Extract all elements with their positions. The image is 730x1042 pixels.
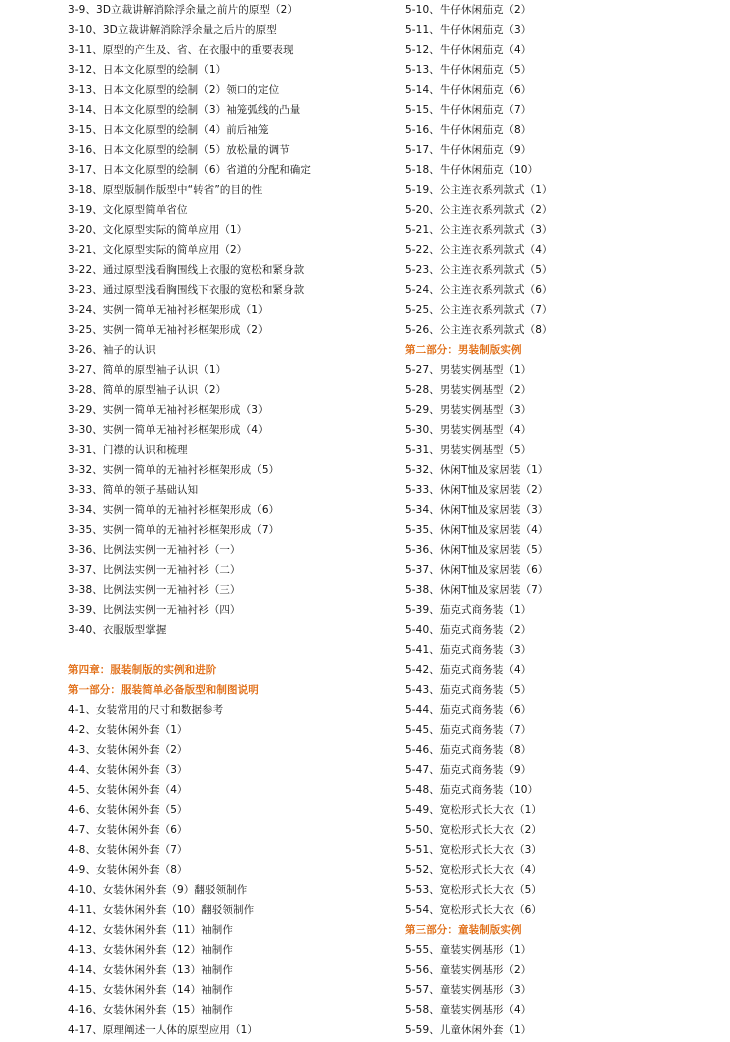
toc-item: 4-5、女装休闲外套（4） <box>68 784 188 796</box>
section-heading: 第一部分：服装简单必备版型和制图说明 <box>68 684 259 696</box>
toc-item: 5-26、公主连衣系列款式（8） <box>405 324 553 336</box>
toc-item: 4-4、女装休闲外套（3） <box>68 764 188 776</box>
toc-item: 4-9、女装休闲外套（8） <box>68 864 188 876</box>
toc-item: 5-56、童装实例基形（2） <box>405 964 532 976</box>
toc-item: 3-16、日本文化原型的绘制（5）放松量的调节 <box>68 144 290 156</box>
toc-item: 5-15、牛仔休闲茄克（7） <box>405 104 532 116</box>
toc-item: 4-16、女装休闲外套（15）袖制作 <box>68 1004 233 1016</box>
toc-item: 3-25、实例一简单无袖衬衫框架形成（2） <box>68 324 269 336</box>
toc-item: 5-24、公主连衣系列款式（6） <box>405 284 553 296</box>
toc-item: 5-53、宽松形式长大衣（5） <box>405 884 543 896</box>
toc-item: 5-18、牛仔休闲茄克（10） <box>405 164 539 176</box>
toc-item: 5-42、茄克式商务装（4） <box>405 664 532 676</box>
toc-item: 5-25、公主连衣系列款式（7） <box>405 304 553 316</box>
toc-item: 5-23、公主连衣系列款式（5） <box>405 264 553 276</box>
toc-item: 5-36、休闲T恤及家居装（5） <box>405 544 549 556</box>
toc-item: 5-50、宽松形式长大衣（2） <box>405 824 543 836</box>
toc-left-column <box>68 0 388 1040</box>
toc-item: 5-27、男装实例基型（1） <box>405 364 532 376</box>
toc-item: 3-10、3D立裁讲解消除浮余量之后片的原型 <box>68 24 277 36</box>
toc-item: 3-27、简单的原型袖子认识（1） <box>68 364 227 376</box>
toc-item: 3-21、文化原型实际的简单应用（2） <box>68 244 248 256</box>
toc-item: 5-55、童装实例基形（1） <box>405 944 532 956</box>
toc-item: 3-30、实例一简单无袖衬衫框架形成（4） <box>68 424 269 436</box>
toc-item: 4-14、女装休闲外套（13）袖制作 <box>68 964 233 976</box>
section-heading: 第二部分：男装制版实例 <box>405 344 522 356</box>
toc-item: 5-10、牛仔休闲茄克（2） <box>405 4 532 16</box>
toc-right-column <box>405 0 725 1040</box>
toc-item: 3-34、实例一简单的无袖衬衫框架形成（6） <box>68 504 280 516</box>
toc-item: 5-13、牛仔休闲茄克（5） <box>405 64 532 76</box>
toc-item: 5-35、休闲T恤及家居装（4） <box>405 524 549 536</box>
toc-item: 3-15、日本文化原型的绘制（4）前后袖笼 <box>68 124 269 136</box>
toc-item: 3-35、实例一简单的无袖衬衫框架形成（7） <box>68 524 280 536</box>
toc-item: 3-20、文化原型实际的简单应用（1） <box>68 224 248 236</box>
toc-item: 3-18、原型版制作版型中“转省”的目的性 <box>68 184 263 196</box>
section-heading: 第三部分：童装制版实例 <box>405 924 522 936</box>
toc-item: 3-31、门襟的认识和梳理 <box>68 444 188 456</box>
toc-item: 3-17、日本文化原型的绘制（6）省道的分配和确定 <box>68 164 312 176</box>
toc-item: 4-17、原理阐述一人体的原型应用（1） <box>68 1024 259 1036</box>
toc-item: 4-11、女装休闲外套（10）翻驳领制作 <box>68 904 255 916</box>
toc-item: 4-8、女装休闲外套（7） <box>68 844 188 856</box>
blank-line <box>68 640 388 660</box>
toc-item: 5-52、宽松形式长大衣（4） <box>405 864 543 876</box>
toc-item: 5-57、童装实例基形（3） <box>405 984 532 996</box>
toc-item: 3-28、简单的原型袖子认识（2） <box>68 384 227 396</box>
toc-item: 5-38、休闲T恤及家居装（7） <box>405 584 549 596</box>
toc-item: 3-37、比例法实例一无袖衬衫（二） <box>68 564 241 576</box>
toc-item: 5-43、茄克式商务装（5） <box>405 684 532 696</box>
toc-item: 4-12、女装休闲外套（11）袖制作 <box>68 924 233 936</box>
toc-item: 3-39、比例法实例一无袖衬衫（四） <box>68 604 241 616</box>
toc-item: 5-32、休闲T恤及家居装（1） <box>405 464 549 476</box>
toc-item: 4-15、女装休闲外套（14）袖制作 <box>68 984 233 996</box>
toc-item: 5-39、茄克式商务装（1） <box>405 604 532 616</box>
toc-item: 5-31、男装实例基型（5） <box>405 444 532 456</box>
toc-item: 5-37、休闲T恤及家居装（6） <box>405 564 549 576</box>
toc-item: 3-13、日本文化原型的绘制（2）领口的定位 <box>68 84 280 96</box>
toc-item: 3-32、实例一简单的无袖衬衫框架形成（5） <box>68 464 280 476</box>
toc-item: 4-2、女装休闲外套（1） <box>68 724 188 736</box>
toc-item: 3-24、实例一简单无袖衬衫框架形成（1） <box>68 304 269 316</box>
toc-item: 5-22、公主连衣系列款式（4） <box>405 244 553 256</box>
toc-item: 5-19、公主连衣系列款式（1） <box>405 184 553 196</box>
toc-item: 4-1、女装常用的尺寸和数据参考 <box>68 704 224 716</box>
toc-item: 4-7、女装休闲外套（6） <box>68 824 188 836</box>
toc-item: 5-21、公主连衣系列款式（3） <box>405 224 553 236</box>
toc-item: 3-23、通过原型浅看胸围线下衣服的宽松和紧身款 <box>68 284 305 296</box>
toc-item: 5-14、牛仔休闲茄克（6） <box>405 84 532 96</box>
toc-item: 3-40、衣服版型掌握 <box>68 624 167 636</box>
toc-item: 3-38、比例法实例一无袖衬衫（三） <box>68 584 241 596</box>
toc-item: 5-20、公主连衣系列款式（2） <box>405 204 553 216</box>
toc-item: 5-46、茄克式商务装（8） <box>405 744 532 756</box>
toc-item: 5-45、茄克式商务装（7） <box>405 724 532 736</box>
toc-item: 5-58、童装实例基形（4） <box>405 1004 532 1016</box>
toc-item: 5-34、休闲T恤及家居装（3） <box>405 504 549 516</box>
toc-item: 5-59、儿童休闲外套（1） <box>405 1024 532 1036</box>
toc-item: 5-16、牛仔休闲茄克（8） <box>405 124 532 136</box>
toc-item: 3-11、原型的产生及、省、在衣服中的重要表现 <box>68 44 294 56</box>
toc-item: 3-9、3D立裁讲解消除浮余量之前片的原型（2） <box>68 4 298 16</box>
toc-item: 5-54、宽松形式长大衣（6） <box>405 904 543 916</box>
toc-item: 3-22、通过原型浅看胸围线上衣服的宽松和紧身款 <box>68 264 305 276</box>
toc-item: 3-33、简单的领子基础认知 <box>68 484 199 496</box>
toc-item: 3-26、袖子的认识 <box>68 344 156 356</box>
toc-item: 5-12、牛仔休闲茄克（4） <box>405 44 532 56</box>
toc-item: 3-14、日本文化原型的绘制（3）袖笼弧线的凸量 <box>68 104 301 116</box>
toc-item: 4-10、女装休闲外套（9）翻驳领制作 <box>68 884 248 896</box>
toc-item: 5-49、宽松形式长大衣（1） <box>405 804 543 816</box>
toc-item: 5-41、茄克式商务装（3） <box>405 644 532 656</box>
toc-item: 5-28、男装实例基型（2） <box>405 384 532 396</box>
toc-item: 3-19、文化原型简单省位 <box>68 204 188 216</box>
toc-item: 4-6、女装休闲外套（5） <box>68 804 188 816</box>
toc-item: 5-30、男装实例基型（4） <box>405 424 532 436</box>
toc-item: 3-12、日本文化原型的绘制（1） <box>68 64 227 76</box>
toc-item: 5-47、茄克式商务装（9） <box>405 764 532 776</box>
toc-item: 3-36、比例法实例一无袖衬衫（一） <box>68 544 241 556</box>
toc-item: 5-11、牛仔休闲茄克（3） <box>405 24 532 36</box>
section-heading: 第四章：服装制版的实例和进阶 <box>68 664 217 676</box>
toc-item: 4-13、女装休闲外套（12）袖制作 <box>68 944 233 956</box>
toc-item: 3-29、实例一简单无袖衬衫框架形成（3） <box>68 404 269 416</box>
toc-item: 5-44、茄克式商务装（6） <box>405 704 532 716</box>
toc-item: 5-51、宽松形式长大衣（3） <box>405 844 543 856</box>
toc-item: 4-3、女装休闲外套（2） <box>68 744 188 756</box>
toc-item: 5-29、男装实例基型（3） <box>405 404 532 416</box>
toc-item: 5-17、牛仔休闲茄克（9） <box>405 144 532 156</box>
toc-item: 5-48、茄克式商务装（10） <box>405 784 539 796</box>
toc-item: 5-40、茄克式商务装（2） <box>405 624 532 636</box>
toc-item: 5-33、休闲T恤及家居装（2） <box>405 484 549 496</box>
